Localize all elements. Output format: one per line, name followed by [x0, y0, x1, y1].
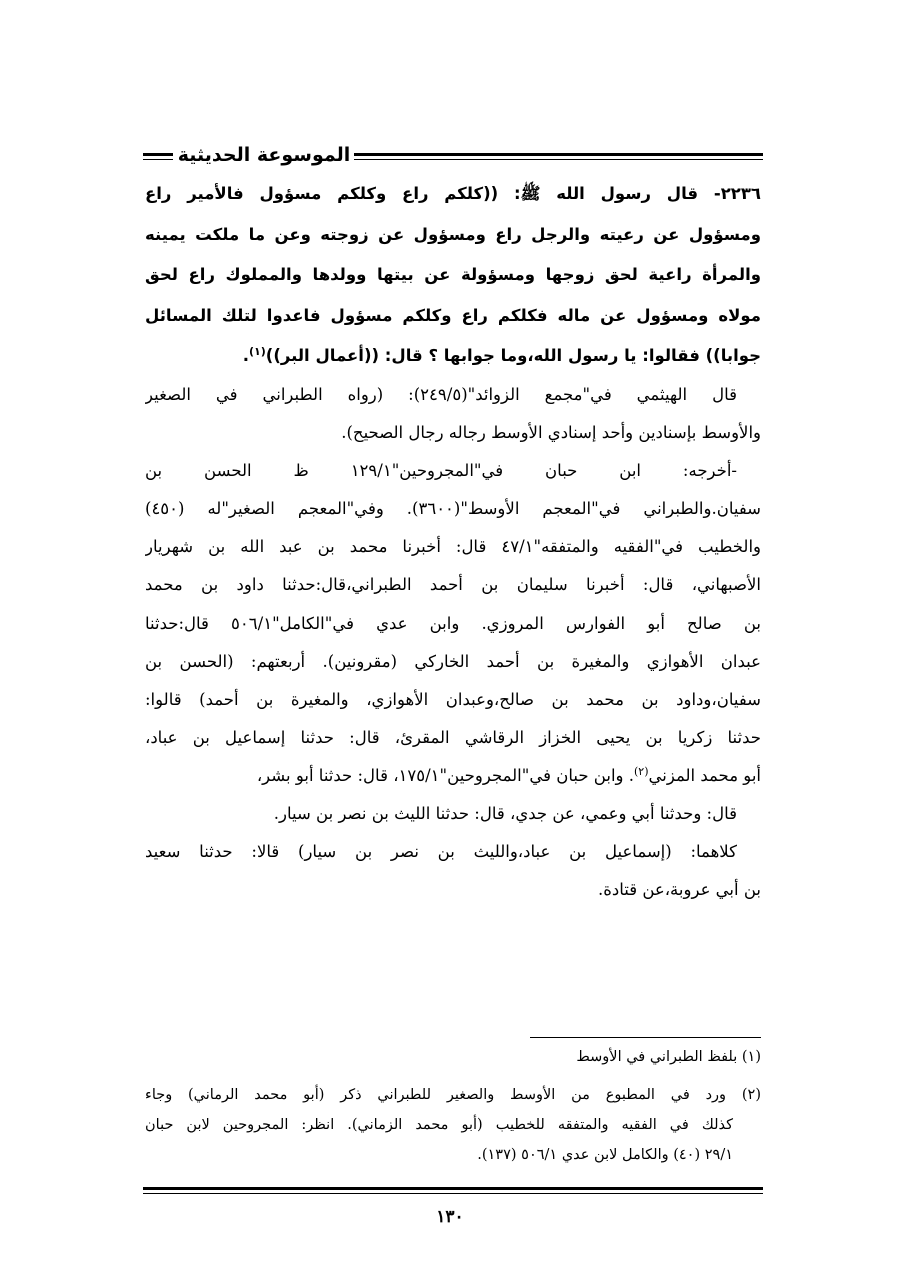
- footnote-1: (١) بلفظ الطبراني في الأوسط: [576, 1049, 761, 1065]
- commentary-text: [145, 376, 761, 909]
- running-header: [143, 140, 763, 174]
- footnote-2-line: (٢) ورد في المطبوع من الأوسط والصغير للطبراني ذكر (أبو محمد الرماني) وجاء: [145, 1087, 761, 1103]
- hadith-line-text: جوابا)) فقالوا: يا رسول الله،وما جوابها ؟ قال: ((أعمال البر)): [265, 346, 761, 365]
- hadith-line: ٢٢٣٦- قال رسول الله ﷺ: ((كلكم راع وكلكم مسؤول فالأمير راع: [145, 184, 761, 203]
- footnote-separator: [530, 1037, 761, 1038]
- commentary-line: بن صالح أبو الفوارس المروزي. وابن عدي في"الكامل"٥٠٦/١ قال:حدثنا: [145, 613, 761, 633]
- footnote-marker-1: (١): [249, 345, 266, 358]
- commentary-line: سفيان.والطبراني في"المعجم الأوسط"(٣٦٠٠). وفي"المعجم الصغير"له (٤٥٠): [145, 499, 761, 519]
- commentary-line: كلاهما: (إسماعيل بن عباد،والليث بن نصر بن سيار) قالا: حدثنا سعيد: [145, 842, 737, 862]
- footnote-2-line: ٢٩/١ (٤٠) والكامل لابن عدي ٥٠٦/١ (١٣٧).: [477, 1147, 733, 1163]
- footnote-marker-2: (٢): [634, 764, 649, 778]
- commentary-segment: . وابن حبان في"المجروحين"١٧٥/١، قال: حدثنا أبو بشر،: [256, 765, 634, 785]
- commentary-line: حدثنا زكريا بن يحيى الخزاز الرقاشي المقرئ، قال: حدثنا إسماعيل بن عباد،: [145, 727, 761, 747]
- commentary-line: قال: وحدثنا أبي وعمي، عن جدي، قال: حدثنا الليث بن نصر بن سيار.: [273, 804, 737, 824]
- commentary-line: والخطيب في"الفقيه والمتفقه"٤٧/١ قال: أخبرنا محمد بن عبد الله بن شهريار: [145, 537, 761, 557]
- commentary-line: بن أبي عروبة،عن قتادة.: [597, 880, 761, 900]
- commentary-line: عبدان الأهوازي والمغيرة بن أحمد الخاركي (مقرونين). أربعتهم: (الحسن بن: [145, 651, 761, 671]
- footnote-2-line: كذلك في الفقيه والمتفقه للخطيب (أبو محمد الزماني). انظر: المجروحين لابن حبان: [145, 1117, 733, 1133]
- hadith-line: والمرأة راعية لحق زوجها ومسؤولة عن بيتها وولدها والمملوك راع لحق: [145, 265, 761, 284]
- commentary-line: -أخرجه: ابن حبان في"المجروحين"١٢٩/١ ظ الحسن بن: [145, 461, 737, 481]
- footer-rule: [143, 1187, 763, 1194]
- hadith-line-last: جوابا)) فقالوا: يا رسول الله،وما جوابها ؟ قال: ((أعمال البر))$^{(١)}$.: [242, 345, 761, 365]
- hadith-line: مولاه ومسؤول عن ماله فكلكم راع وكلكم مسؤول فاعدوا لتلك المسائل: [145, 305, 761, 325]
- commentary-line: قال الهيثمي في"مجمع الزوائد"(٢٤٩/٥): (رواه الطبراني في الصغير: [145, 385, 737, 404]
- commentary-line: الأصبهاني، قال: أخبرنا سليمان بن أحمد الطبراني،قال:حدثنا داود بن محمد: [145, 575, 761, 595]
- hadith-line: ومسؤول عن رعيته والرجل راع ومسؤول عن زوجته وعن ما ملكت يمينه: [145, 224, 761, 244]
- commentary-segment: أبو محمد المزني: [648, 765, 761, 785]
- commentary-line-with-note: [145, 757, 761, 795]
- page-number: ١٣٠: [436, 1207, 464, 1227]
- hadith-text: [145, 174, 761, 377]
- header-rule-left: [143, 153, 173, 160]
- footnotes: [145, 1042, 761, 1170]
- header-rule-right: [354, 153, 763, 160]
- header-title: الموسوعة الحديثية: [177, 144, 351, 166]
- commentary-line: سفيان،وداود بن محمد بن صالح،وعبدان الأهوازي، والمغيرة بن أحمد) قالوا:: [145, 689, 761, 709]
- commentary-line: والأوسط بإسنادين وأحد إسنادي الأوسط رجاله رجال الصحيح).: [341, 423, 761, 443]
